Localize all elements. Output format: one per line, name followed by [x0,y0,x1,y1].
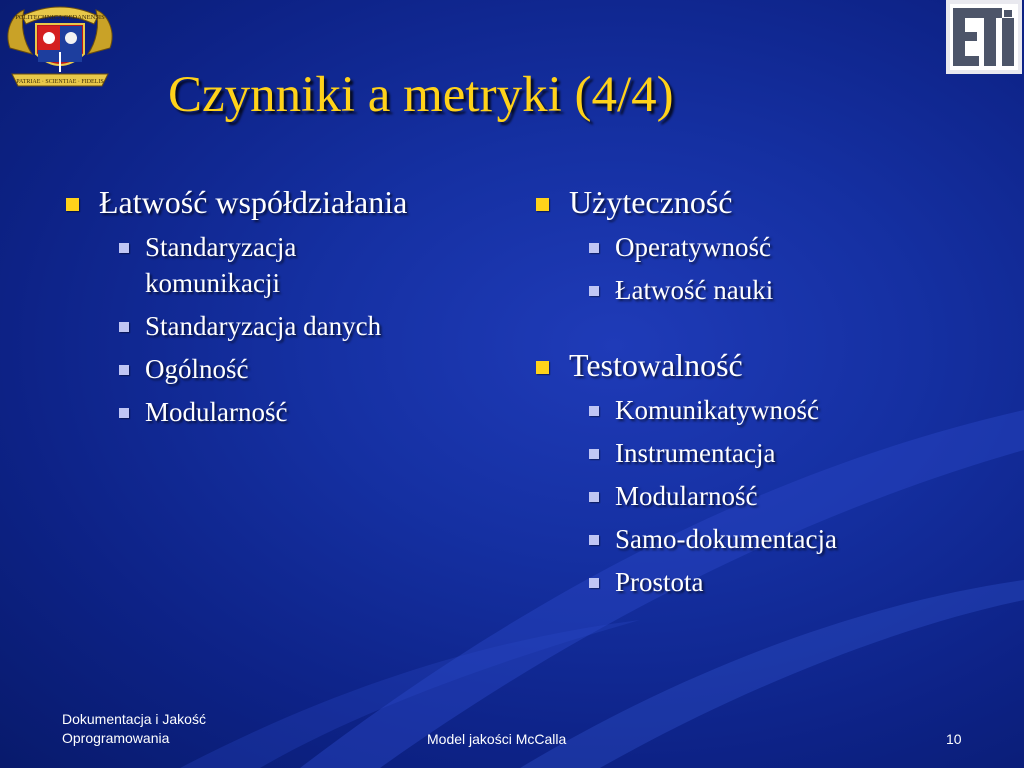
bullet-item [528,345,978,600]
square-bullet-icon [119,408,129,418]
bullet-heading: Łatwość współdziałania [99,184,408,220]
sub-bullet-text: Prostota [615,567,704,597]
square-bullet-icon [589,492,599,502]
sub-bullet-text: Operatywność [615,232,771,262]
sub-bullet-item [569,435,978,471]
sub-bullet-item [569,521,978,557]
sub-bullet-item [99,229,498,301]
square-bullet-icon [66,198,79,211]
slide-title: Czynniki a metryki (4/4) [168,67,674,123]
sub-bullet-text: Łatwość nauki [615,275,774,305]
university-crest-icon [2,2,118,88]
left-column [58,182,498,430]
svg-text:PATRIAE · SCIENTIAE · FIDELIS: PATRIAE · SCIENTIAE · FIDELIS [16,79,104,85]
sub-bullet-text: Standaryzacja danych [145,311,382,341]
square-bullet-icon [589,406,599,416]
crest-banner-text: POLITECHNICA GEDANENSIS [15,14,105,21]
spacer [528,308,978,345]
sub-bullet-item [569,564,978,600]
square-bullet-icon [536,361,549,374]
sub-bullet-text: Modularność [615,481,758,511]
sub-bullet-item [569,229,978,265]
sub-bullet-text: Modularność [145,397,288,427]
sub-bullet-text: Instrumentacja [615,438,776,468]
page-number: 10 [946,731,962,747]
sub-bullet-text: Komunikatywność [615,395,819,425]
eti-logo-icon [946,0,1022,74]
bullet-item [58,182,498,430]
square-bullet-icon [536,198,549,211]
square-bullet-icon [589,243,599,253]
footer-course-name: Dokumentacja i Jakość Oprogramowania [62,711,206,746]
right-column [528,182,978,600]
square-bullet-icon [589,449,599,459]
square-bullet-icon [119,365,129,375]
sub-bullet-item [99,308,498,344]
square-bullet-icon [119,322,129,332]
square-bullet-icon [589,535,599,545]
sub-bullet-text: Ogólność [145,354,249,384]
sub-bullet-text: Samo-dokumentacja [615,524,837,554]
bullet-heading: Testowalność [569,347,743,383]
sub-bullet-item [569,272,978,308]
sub-bullet-item [569,478,978,514]
bullet-item [528,182,978,308]
sub-bullet-item [569,392,978,428]
sub-bullet-text: Standaryzacja komunikacji [145,232,297,298]
square-bullet-icon [589,286,599,296]
footer-topic: Model jakości McCalla [427,731,567,747]
bullet-heading: Użyteczność [569,184,733,220]
square-bullet-icon [589,578,599,588]
sub-bullet-item [99,394,498,430]
sub-bullet-item [99,351,498,387]
square-bullet-icon [119,243,129,253]
